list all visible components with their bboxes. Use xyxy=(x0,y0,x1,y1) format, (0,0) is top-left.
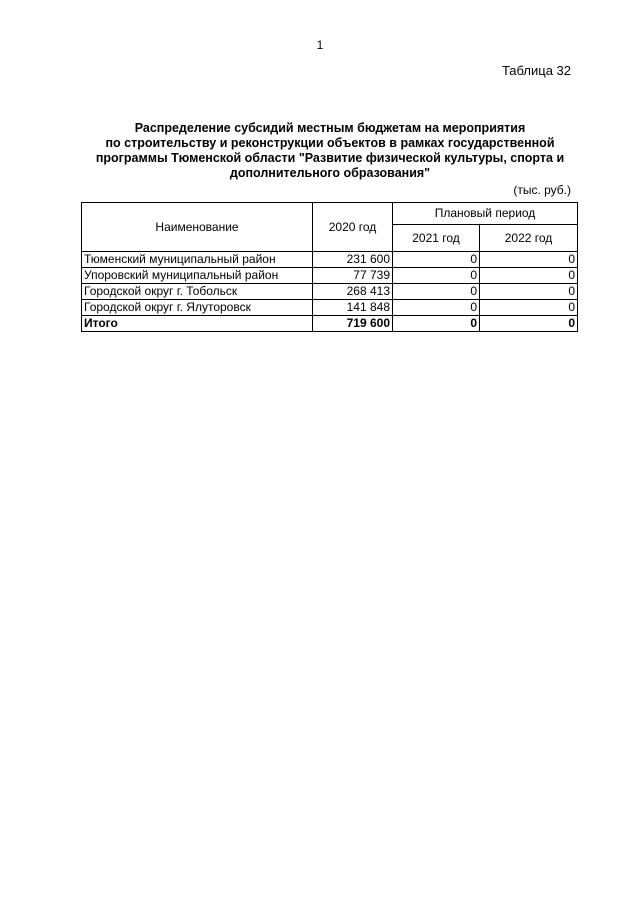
column-header-name: Наименование xyxy=(82,203,313,252)
row-2021-cell: 0 xyxy=(393,284,480,300)
row-2020-cell: 77 739 xyxy=(313,268,393,284)
column-header-planning-period: Плановый период xyxy=(393,203,578,225)
column-header-2022: 2022 год xyxy=(480,225,578,252)
row-2020-cell: 141 848 xyxy=(313,300,393,316)
table-number: Таблица 32 xyxy=(501,63,571,78)
subsidies-table xyxy=(81,202,578,332)
row-2020-cell: 268 413 xyxy=(313,284,393,300)
table-row xyxy=(82,284,578,300)
row-2020-cell: 231 600 xyxy=(313,252,393,268)
total-2022-cell: 0 xyxy=(480,316,578,332)
table-row xyxy=(82,268,578,284)
page-number: 1 xyxy=(316,38,324,52)
row-2021-cell: 0 xyxy=(393,252,480,268)
table-row xyxy=(82,252,578,268)
row-name-cell: Городской округ г. Тобольск xyxy=(82,284,313,300)
units-label: (тыс. руб.) xyxy=(513,183,571,197)
document-title-line: по строительству и реконструкции объектов в рамках государственной xyxy=(105,136,555,150)
table-header-row xyxy=(82,203,578,225)
row-name-cell: Городской округ г. Ялуторовск xyxy=(82,300,313,316)
table-total-row xyxy=(82,316,578,332)
total-2020-cell: 719 600 xyxy=(313,316,393,332)
row-2021-cell: 0 xyxy=(393,300,480,316)
table-row xyxy=(82,300,578,316)
row-2021-cell: 0 xyxy=(393,268,480,284)
total-name-cell: Итого xyxy=(82,316,313,332)
column-header-2021: 2021 год xyxy=(393,225,480,252)
document-title-line: программы Тюменской области "Развитие физической культуры, спорта и xyxy=(95,151,565,165)
total-2021-cell: 0 xyxy=(393,316,480,332)
column-header-2020: 2020 год xyxy=(313,203,393,252)
document-title-line: дополнительного образования" xyxy=(229,166,431,180)
row-2022-cell: 0 xyxy=(480,252,578,268)
row-2022-cell: 0 xyxy=(480,268,578,284)
row-name-cell: Упоровский муниципальный район xyxy=(82,268,313,284)
row-name-cell: Тюменский муниципальный район xyxy=(82,252,313,268)
row-2022-cell: 0 xyxy=(480,284,578,300)
row-2022-cell: 0 xyxy=(480,300,578,316)
document-title-line: Распределение субсидий местным бюджетам на мероприятия xyxy=(134,121,526,135)
document-title xyxy=(60,121,600,181)
